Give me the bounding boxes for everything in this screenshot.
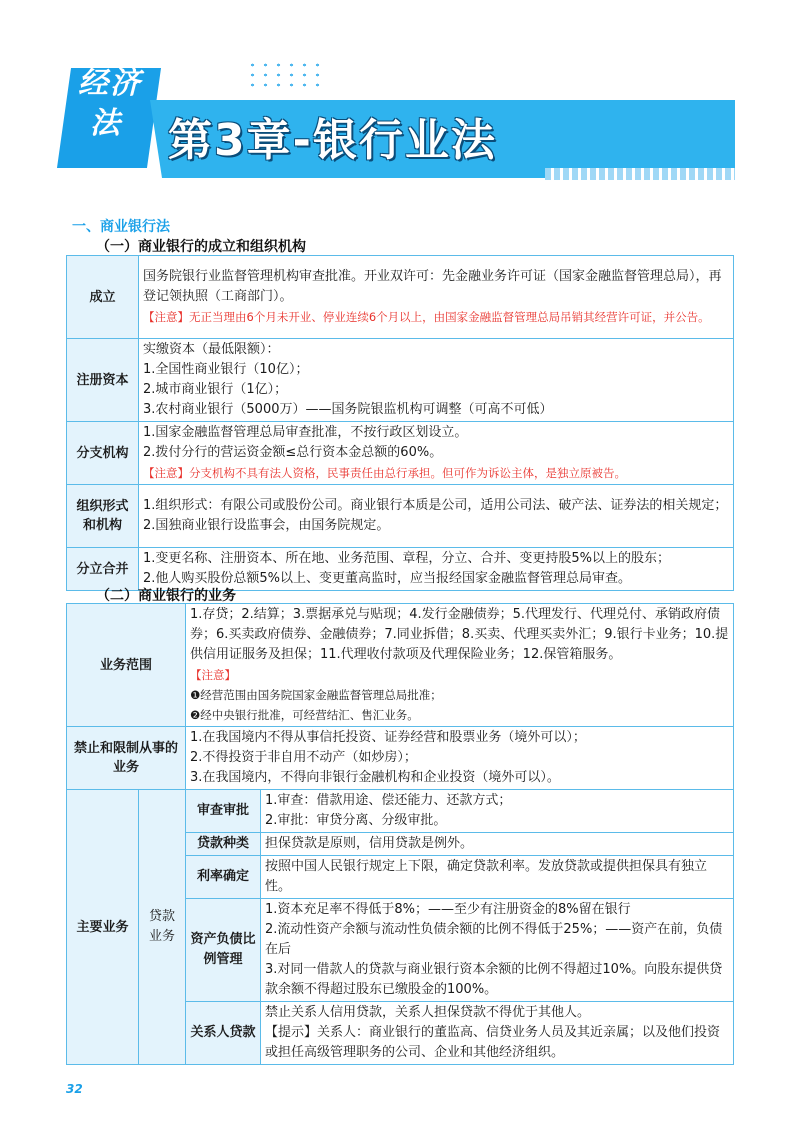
loan-row-head: 关系人贷款	[186, 1002, 261, 1065]
section-heading: 一、商业银行法	[72, 219, 170, 235]
loan-row-body: 担保贷款是原则，信用贷款是例外。	[261, 833, 734, 856]
table-row	[67, 422, 734, 485]
subsection-heading-2: （二）商业银行的业务	[96, 588, 236, 604]
organization-table	[66, 255, 734, 591]
row-head: 业务范围	[67, 604, 186, 727]
row-head: 组织形式和机构	[67, 485, 139, 548]
row-body: 1.变更名称、注册资本、所在地、业务范围、章程，分立、合并、变更持股5%以上的股东； 2.他人购买股份总额5%以上、变更董高监时，应当报经国家金融监督管理总局审查。	[139, 548, 734, 591]
row-body: 国务院银行业监督管理机构审查批准。开业双许可：先金融业务许可证（国家金融监督管理总局），再登记领执照（工商部门）。 【注意】无正当理由6个月未开业、停业连续6个月以上，由国家金融监督管理总局吊销其经营许可证，并公告。	[139, 256, 734, 339]
row-body: 1.在我国境内不得从事信托投资、证券经营和股票业务（境外可以）； 2.不得投资于非自用不动产（如炒房）； 3.在我国境内，不得向非银行金融机构和企业投资（境外可以）。	[186, 727, 734, 790]
decorative-stripe	[545, 168, 735, 180]
loan-row-body: 按照中国人民银行规定上下限，确定贷款利率。发放贷款或提供担保具有独立性。	[261, 856, 734, 899]
loan-row-head: 审查审批	[186, 790, 261, 833]
table-row	[67, 256, 734, 339]
loan-row-head: 利率确定	[186, 856, 261, 899]
loan-row-head: 贷款种类	[186, 833, 261, 856]
row-head: 注册资本	[67, 339, 139, 422]
loan-head: 贷款业务	[139, 790, 186, 1065]
table-row	[67, 339, 734, 422]
row-body: 1.国家金融监督管理总局审查批准，不按行政区划设立。 2.拨付分行的营运资金额≤总行资本金总额的60%。 【注意】分支机构不具有法人资格，民事责任由总行承担。但可作为诉讼主体，是独立原被告。	[139, 422, 734, 485]
table-row	[67, 727, 734, 790]
table-row	[67, 790, 734, 833]
table-row	[67, 604, 734, 727]
subsection-heading-1: （一）商业银行的成立和组织机构	[96, 239, 306, 255]
loan-row-head: 资产负债比例管理	[186, 899, 261, 1002]
row-head: 成立	[67, 256, 139, 339]
loan-row-body: 1.资本充足率不得低于8%；——至少有注册资金的8%留在银行 2.流动性资产余额与流动性负债余额的比例不得低于25%；——资产在前，负债在后 3.对同一借款人的贷款与商业银行资本余额的比例不得超过10%。向股东提供贷款余额不得超过股东已缴股金的100%。	[261, 899, 734, 1002]
table-row	[67, 485, 734, 548]
row-head: 主要业务	[67, 790, 139, 1065]
row-body: 实缴资本（最低限额）： 1.全国性商业银行（10亿）； 2.城市商业银行（1亿）； 3.农村商业银行（5000万）——国务院银监机构可调整（可高不可低）	[139, 339, 734, 422]
chapter-title: 第3章-银行业法	[168, 115, 497, 166]
loan-row-body: 1.审查：借款用途、偿还能力、还款方式； 2.审批：审贷分离、分级审批。	[261, 790, 734, 833]
loan-row-body: 禁止关系人信用贷款，关系人担保贷款不得优于其他人。 【提示】关系人：商业银行的董监高、信贷业务人员及其近亲属；以及他们投资或担任高级管理职务的公司、企业和其他经济组织。	[261, 1002, 734, 1065]
decorative-dots	[246, 60, 326, 90]
row-head: 禁止和限制从事的业务	[67, 727, 186, 790]
row-head: 分立合并	[67, 548, 139, 591]
category-label: 经济 法	[78, 66, 142, 141]
page-number: 32	[66, 1082, 83, 1096]
chapter-banner	[0, 0, 800, 200]
row-body: 1.存贷；2.结算；3.票据承兑与贴现；4.发行金融债券；5.代理发行、代理兑付、承销政府债券；6.买卖政府债券、金融债券；7.同业拆借；8.买卖、代理买卖外汇；9.银行卡业务；10.提供信用证服务及担保；11.代理收付款项及代理保险业务；12.保管箱服务。 【注意】 ❶经营范围由国务院国家金融监督管理总局批准； ❷经中央银行批准，可经营结汇、售汇业务。	[186, 604, 734, 727]
row-body: 1.组织形式：有限公司或股份公司。商业银行本质是公司，适用公司法、破产法、证券法的相关规定； 2.国独商业银行设监事会，由国务院规定。	[139, 485, 734, 548]
business-table	[66, 603, 734, 1065]
row-head: 分支机构	[67, 422, 139, 485]
